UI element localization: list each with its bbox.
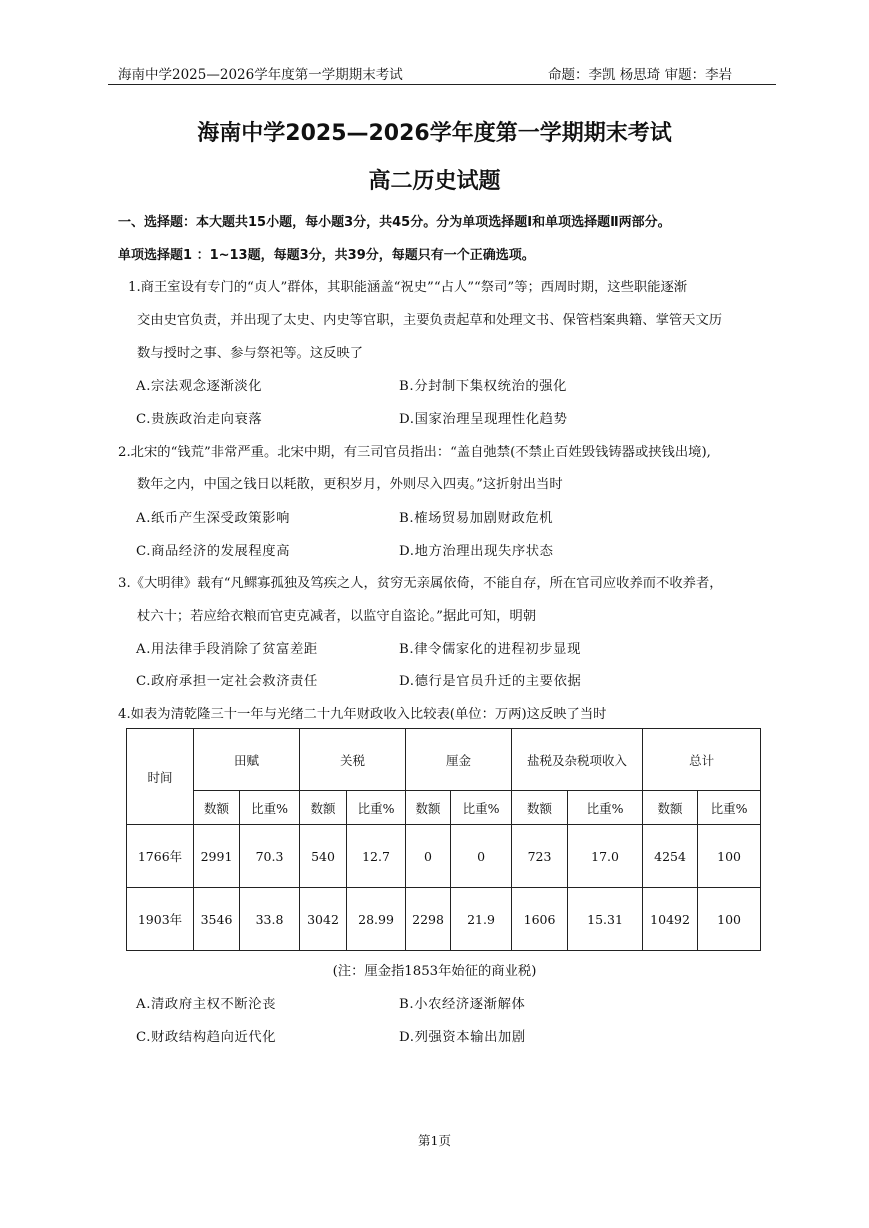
q2-line-1: 2.北宋的“钱荒”非常严重。北宋中期，有三司官员指出：“盖自弛禁(不禁止百姓毁钱铸器或挟钱出境), <box>118 445 711 460</box>
q4-option-a[interactable]: A.清政府主权不断沦丧 <box>136 997 277 1012</box>
table-cell: 21.9 <box>451 888 512 951</box>
q3-option-a[interactable]: A.用法律手段消除了贫富差距 <box>136 642 318 657</box>
table-cell: 1606 <box>512 888 568 951</box>
section-sub-instructions: 单项选择题1 ：1~13题，每题3分，共39分，每题只有一个正确选项。 <box>118 248 535 263</box>
header-total: 总计 <box>643 729 761 791</box>
sub-amount: 数额 <box>512 791 568 825</box>
table-cell: 15.31 <box>568 888 643 951</box>
q2-option-d[interactable]: D.地方治理出现失序状态 <box>399 544 554 559</box>
table-cell: 17.0 <box>568 825 643 888</box>
q1-line-3: 数与授时之事、参与祭祀等。这反映了 <box>137 346 364 361</box>
sub-ratio: 比重% <box>698 791 761 825</box>
q4-option-d[interactable]: D.列强资本输出加剧 <box>399 1030 526 1045</box>
q2-option-a[interactable]: A.纸币产生深受政策影响 <box>136 511 290 526</box>
q1-line-2: 交由史官负责，并出现了太史、内史等官职，主要负责起草和处理文书、保管档案典籍、掌管天文历 <box>137 313 723 328</box>
q3-option-b[interactable]: B.律令儒家化的进程初步显现 <box>399 642 581 657</box>
table-cell: 100 <box>698 825 761 888</box>
sub-amount: 数额 <box>300 791 347 825</box>
table-cell: 4254 <box>643 825 698 888</box>
q1-option-a[interactable]: A.宗法观念逐渐淡化 <box>136 379 263 394</box>
q3-line-1: 3.《大明律》载有“凡鳏寡孤独及笃疾之人，贫穷无亲属依倚，不能自存，所在官司应收养而不收养者， <box>118 576 723 591</box>
table-cell: 540 <box>300 825 347 888</box>
sub-amount: 数额 <box>643 791 698 825</box>
table-cell: 28.99 <box>347 888 406 951</box>
page-number: 第1页 <box>418 1133 451 1148</box>
table-header-row <box>127 729 761 791</box>
q1-option-b[interactable]: B.分封制下集权统治的强化 <box>399 379 568 394</box>
sub-ratio: 比重% <box>240 791 300 825</box>
table-subheader-row <box>127 791 761 825</box>
q4-option-c[interactable]: C.财政结构趋向近代化 <box>136 1030 277 1045</box>
table-cell: 3546 <box>194 888 240 951</box>
section-instructions: 一、选择题：本大题共15小题，每小题3分，共45分。分为单项选择题Ⅰ和单项选择题Ⅱ两部分。 <box>118 215 671 230</box>
table-cell: 723 <box>512 825 568 888</box>
q1-option-d[interactable]: D.国家治理呈现理性化趋势 <box>399 412 568 427</box>
header-customs: 关税 <box>300 729 406 791</box>
table-cell: 100 <box>698 888 761 951</box>
q2-line-2: 数年之内，中国之钱日以耗散，更积岁月，外则尽入四夷。”这折射出当时 <box>137 477 563 492</box>
table-cell: 3042 <box>300 888 347 951</box>
header-rule <box>108 84 776 85</box>
row-year: 1903年 <box>127 888 194 951</box>
exam-title: 海南中学2025—2026学年度第一学期期末考试 <box>197 121 672 146</box>
table-row <box>127 888 761 951</box>
table-cell: 70.3 <box>240 825 300 888</box>
sub-ratio: 比重% <box>568 791 643 825</box>
table-cell: 2298 <box>406 888 451 951</box>
q3-option-d[interactable]: D.德行是官员升迁的主要依据 <box>399 674 582 689</box>
exam-subtitle: 高二历史试题 <box>368 169 501 194</box>
running-header-title: 海南中学2025—2026学年度第一学期期末考试 <box>118 67 403 83</box>
q4-stem: 4.如表为清乾隆三十一年与光绪二十九年财政收入比较表(单位：万两)这反映了当时 <box>118 707 607 722</box>
table-row <box>127 825 761 888</box>
table-cell: 0 <box>451 825 512 888</box>
q3-option-c[interactable]: C.政府承担一定社会救济责任 <box>136 674 318 689</box>
row-year: 1766年 <box>127 825 194 888</box>
table-cell: 2991 <box>194 825 240 888</box>
sub-ratio: 比重% <box>347 791 406 825</box>
header-field-tax: 田赋 <box>194 729 300 791</box>
table-note: (注：厘金指1853年始征的商业税) <box>332 964 537 979</box>
running-header-authors: 命题：李凯 杨思琦 审题：李岩 <box>548 67 733 83</box>
q1-option-c[interactable]: C.贵族政治走向衰落 <box>136 412 263 427</box>
q2-option-b[interactable]: B.榷场贸易加剧财政危机 <box>399 511 554 526</box>
q1-line-1: 1.商王室设有专门的“贞人”群体，其职能涵盖“祝史”“占人”“祭司”等；西周时期，这些职能逐渐 <box>128 280 688 295</box>
header-time: 时间 <box>127 729 194 825</box>
table-cell: 33.8 <box>240 888 300 951</box>
q2-option-c[interactable]: C.商品经济的发展程度高 <box>136 544 291 559</box>
table-cell: 0 <box>406 825 451 888</box>
sub-amount: 数额 <box>194 791 240 825</box>
q4-option-b[interactable]: B.小农经济逐渐解体 <box>399 997 526 1012</box>
q3-line-2: 杖六十；若应给衣粮而官吏克减者，以监守自盗论。”据此可知，明朝 <box>137 609 537 624</box>
header-lijin: 厘金 <box>406 729 512 791</box>
table-cell: 10492 <box>643 888 698 951</box>
sub-ratio: 比重% <box>451 791 512 825</box>
table-cell: 12.7 <box>347 825 406 888</box>
fiscal-revenue-table <box>126 728 761 951</box>
header-salt-misc: 盐税及杂税项收入 <box>512 729 643 791</box>
sub-amount: 数额 <box>406 791 451 825</box>
